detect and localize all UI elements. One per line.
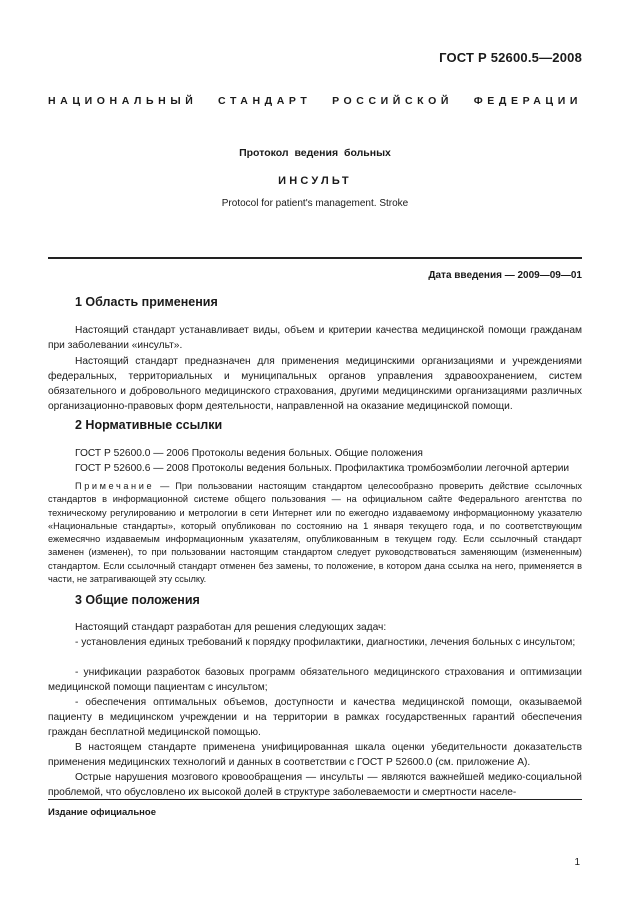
section-3-paragraph-1: Настоящий стандарт разработан для решения следующих задач: [75,622,387,633]
official-edition-label: Издание официальное [48,807,156,818]
note-label: Примечание [75,481,155,491]
normative-reference-1: ГОСТ Р 52600.0 — 2006 Протоколы ведения больных. Общие положения [75,448,423,459]
main-title: ИНСУЛЬТ [278,175,352,187]
document-code: ГОСТ Р 52600.5—2008 [439,50,582,65]
section-3-list-item-1: - установления единых требований к порядку профилактики, диагностики, лечения больных с инсультом; [75,637,576,648]
section-2-note [48,480,582,586]
note-text: — При пользовании настоящим стандартом целесообразно проверить действие ссылочных стандартов в информационной системе общего пользования — на официальном сайте Федерального агентства по техническому регулированию и метрологии в сети Интернет или по ежегодно издаваемому информационному указателю «Национальные стандарты», который опубликован по состоянию на 1 января текущего года, и по соответствующим ежемесячно издаваемым информационным указателям, опубликованным в текущем году. Если ссылочный стандарт заменен (изменен), то при пользовании настоящим стандартом следует руководствоваться заменяющим (измененным) стандартом. Если ссылочный стандарт отменен без замены, то положение, в котором дана ссылка на него, применяется в части, не затрагивающей эту ссылку. [48,481,582,585]
normative-reference-2: ГОСТ Р 52600.6 — 2008 Протоколы ведения больных. Профилактика тромбоэмболии легочной артерии [75,463,570,474]
section-3-list-item-2: - унификации разработок базовых программ обязательного медицинского страхования и оптимизации медицинской помощи пациентам с инсультом; [48,667,582,693]
national-standard-heading: НАЦИОНАЛЬНЫЙ СТАНДАРТ РОССИЙСКОЙ ФЕДЕРАЦИИ [48,95,582,107]
protocol-title: Протокол ведения больных [239,147,391,159]
section-3-list-item-3: - обеспечения оптимальных объемов, доступности и качества медицинской помощи, оказываемой пациенту в медицинском учреждении и на территории в рамках государственных гарантий обеспечения граждан бесплатной медицинской помощью. [48,697,582,738]
page-number: 1 [574,857,580,868]
section-1-paragraph-1: Настоящий стандарт устанавливает виды, объем и критерии качества медицинской помощи граждaнам при заболевании «инсульт». [48,325,582,351]
section-3-paragraph-3: Острые нарушения мозгового кровообращения — инсульты — являются важнейшей медико-социальной проблемой, что обусловлено их высокой долей в структуре заболеваемости и смертности населе- [48,772,582,798]
section-3-paragraph-2: В настоящем стандарте применена унифицированная шкала оценки убедительности доказательств применения медицинских технологий и данных в соответствии с ГОСТ Р 52600.0 (см. приложение А). [48,742,582,768]
title-divider [48,257,582,259]
section-1-paragraph-2: Настоящий стандарт предназначен для применения медицинскими организациями и учреждениями федеральных, территориальных и муниципальных органов управления здравоохранением, систем обязательного и добровольного медицинского страхования, другими медицинскими организациями различных организационно-правовых форм деятельности, направленной на оказание медицинской помощи. [48,356,582,412]
section-3-heading: 3 Общие положения [75,593,200,607]
effective-date: Дата введения — 2009—09—01 [428,270,582,281]
section-1-heading: 1 Область применения [75,295,218,309]
english-title: Protocol for patient's management. Stroke [221,198,409,209]
footer-divider [48,799,582,800]
section-2-heading: 2 Нормативные ссылки [75,418,223,432]
